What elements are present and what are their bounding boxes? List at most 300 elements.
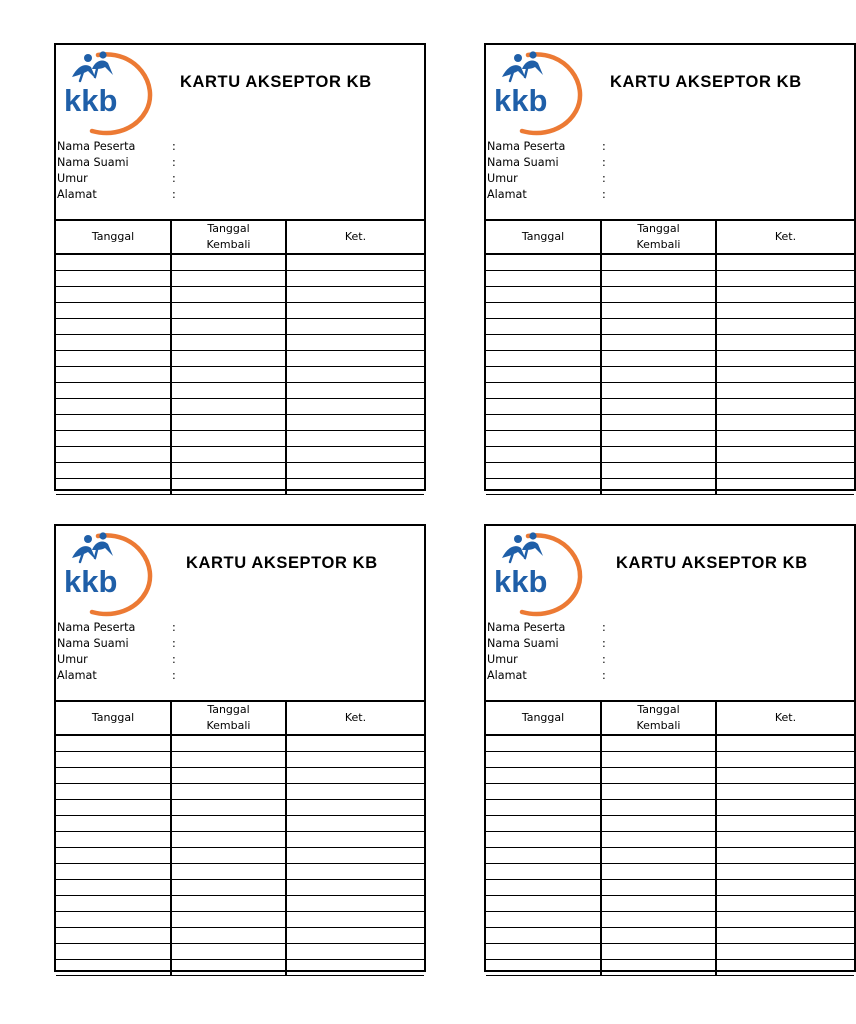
- table-row: [56, 415, 424, 431]
- cell-ket: [716, 735, 854, 752]
- cell-ket: [716, 912, 854, 928]
- table-row: [486, 848, 854, 864]
- cell-tanggal-kembali: [601, 463, 716, 479]
- cell-tanggal-kembali: [601, 848, 716, 864]
- field-colon: :: [172, 637, 176, 650]
- table-row: [486, 960, 854, 976]
- field-colon: :: [172, 188, 176, 201]
- kb-acceptor-card: [54, 524, 426, 972]
- table-row: [56, 768, 424, 784]
- cell-tanggal: [486, 399, 601, 415]
- cell-tanggal: [56, 463, 171, 479]
- kkb-logo-icon: [58, 47, 156, 137]
- cell-ket: [286, 735, 424, 752]
- field-row: [487, 155, 606, 171]
- cell-tanggal: [56, 880, 171, 896]
- table-row: [56, 864, 424, 880]
- header-tanggal: Tanggal: [486, 220, 601, 254]
- cell-ket: [716, 271, 854, 287]
- cell-ket: [716, 447, 854, 463]
- cell-ket: [286, 383, 424, 399]
- visit-log-table: [56, 700, 424, 976]
- header-tanggal-kembali: [601, 701, 716, 735]
- field-colon: :: [602, 156, 606, 169]
- cell-tanggal: [56, 367, 171, 383]
- field-colon: :: [172, 140, 176, 153]
- table-row: [486, 431, 854, 447]
- cell-tanggal: [56, 254, 171, 271]
- table-row: [486, 335, 854, 351]
- cell-tanggal-kembali: [171, 463, 286, 479]
- field-row: [57, 139, 176, 155]
- kkb-logo-icon: [488, 528, 586, 618]
- cell-ket: [716, 383, 854, 399]
- cell-tanggal-kembali: [601, 335, 716, 351]
- cell-ket: [716, 848, 854, 864]
- cell-tanggal: [56, 383, 171, 399]
- table-row: [56, 399, 424, 415]
- cell-tanggal: [56, 896, 171, 912]
- table-row: [486, 768, 854, 784]
- table-row: [486, 415, 854, 431]
- cell-tanggal-kembali: [171, 319, 286, 335]
- cell-tanggal-kembali: [601, 735, 716, 752]
- field-label: Nama Peserta: [57, 140, 136, 153]
- table-row: [486, 928, 854, 944]
- cell-tanggal: [56, 784, 171, 800]
- table-row: [56, 287, 424, 303]
- field-colon: :: [172, 172, 176, 185]
- logo-text: kkb: [64, 83, 118, 118]
- field-colon: :: [602, 653, 606, 666]
- cell-tanggal-kembali: [601, 351, 716, 367]
- cell-tanggal-kembali: [601, 287, 716, 303]
- visit-log-table: [486, 219, 854, 495]
- table-row: [56, 335, 424, 351]
- table-row: [56, 463, 424, 479]
- cell-tanggal-kembali: [171, 944, 286, 960]
- cell-tanggal-kembali: [601, 896, 716, 912]
- cell-tanggal: [486, 800, 601, 816]
- cell-tanggal: [486, 848, 601, 864]
- field-label: Nama Peserta: [487, 621, 566, 634]
- participant-fields: [487, 139, 606, 203]
- table-header-row: [486, 701, 854, 735]
- header-line: Tanggal: [207, 222, 250, 235]
- header-tanggal-kembali: [171, 220, 286, 254]
- cell-tanggal-kembali: [601, 960, 716, 976]
- cell-tanggal: [56, 271, 171, 287]
- cell-tanggal-kembali: [601, 816, 716, 832]
- field-label: Nama Peserta: [487, 140, 566, 153]
- cell-tanggal: [56, 351, 171, 367]
- cell-tanggal: [486, 928, 601, 944]
- table-header-row: [56, 701, 424, 735]
- table-row: [486, 271, 854, 287]
- cell-tanggal: [56, 864, 171, 880]
- cell-ket: [716, 319, 854, 335]
- cell-tanggal-kembali: [171, 254, 286, 271]
- table-row: [486, 479, 854, 495]
- table-row: [56, 944, 424, 960]
- cell-ket: [286, 431, 424, 447]
- cell-tanggal-kembali: [171, 896, 286, 912]
- table-row: [56, 383, 424, 399]
- cell-tanggal-kembali: [601, 303, 716, 319]
- header-line: Tanggal: [637, 703, 680, 716]
- cell-ket: [716, 944, 854, 960]
- table-row: [486, 351, 854, 367]
- cell-ket: [716, 752, 854, 768]
- field-row: [57, 171, 176, 187]
- field-colon: :: [172, 621, 176, 634]
- table-row: [486, 912, 854, 928]
- field-row: [487, 668, 606, 684]
- table-row: [486, 800, 854, 816]
- cell-ket: [716, 287, 854, 303]
- header-line: Kembali: [636, 719, 681, 732]
- table-row: [56, 816, 424, 832]
- cell-ket: [286, 319, 424, 335]
- field-row: [57, 636, 176, 652]
- participant-fields: [487, 620, 606, 684]
- cell-tanggal: [486, 944, 601, 960]
- table-row: [486, 463, 854, 479]
- cell-tanggal-kembali: [171, 399, 286, 415]
- cell-tanggal-kembali: [601, 431, 716, 447]
- cell-tanggal: [486, 287, 601, 303]
- cell-ket: [716, 816, 854, 832]
- header-ket: Ket.: [286, 220, 424, 254]
- cell-tanggal-kembali: [601, 752, 716, 768]
- cell-ket: [716, 928, 854, 944]
- field-label: Umur: [57, 172, 88, 185]
- table-row: [56, 752, 424, 768]
- field-colon: :: [172, 156, 176, 169]
- cell-tanggal-kembali: [171, 335, 286, 351]
- cell-tanggal-kembali: [601, 784, 716, 800]
- cell-tanggal: [56, 735, 171, 752]
- cell-tanggal: [56, 768, 171, 784]
- header-ket: Ket.: [286, 701, 424, 735]
- cell-tanggal-kembali: [601, 864, 716, 880]
- cell-ket: [286, 254, 424, 271]
- cell-ket: [716, 768, 854, 784]
- table-row: [56, 479, 424, 495]
- field-colon: :: [602, 172, 606, 185]
- table-row: [56, 351, 424, 367]
- cell-tanggal: [486, 752, 601, 768]
- cell-tanggal: [486, 960, 601, 976]
- cell-tanggal: [486, 880, 601, 896]
- table-row: [486, 254, 854, 271]
- cell-ket: [286, 479, 424, 495]
- table-row: [56, 431, 424, 447]
- cell-ket: [286, 848, 424, 864]
- cell-tanggal: [56, 431, 171, 447]
- field-colon: :: [172, 653, 176, 666]
- table-row: [56, 960, 424, 976]
- table-row: [56, 832, 424, 848]
- cell-tanggal: [486, 735, 601, 752]
- cell-ket: [286, 752, 424, 768]
- table-row: [56, 800, 424, 816]
- cell-tanggal-kembali: [601, 832, 716, 848]
- cell-ket: [716, 351, 854, 367]
- cell-tanggal-kembali: [171, 912, 286, 928]
- cell-ket: [286, 463, 424, 479]
- cell-tanggal: [56, 816, 171, 832]
- cell-ket: [286, 271, 424, 287]
- field-row: [487, 139, 606, 155]
- field-row: [57, 652, 176, 668]
- cell-tanggal: [486, 912, 601, 928]
- cell-tanggal-kembali: [171, 351, 286, 367]
- visit-log-table: [56, 219, 424, 495]
- cell-tanggal-kembali: [171, 864, 286, 880]
- table-row: [486, 735, 854, 752]
- table-row: [56, 254, 424, 271]
- table-row: [56, 896, 424, 912]
- table-row: [486, 880, 854, 896]
- table-row: [486, 864, 854, 880]
- cell-tanggal-kembali: [171, 431, 286, 447]
- cell-tanggal: [486, 447, 601, 463]
- field-label: Alamat: [57, 669, 97, 682]
- cell-tanggal: [56, 928, 171, 944]
- table-row: [486, 303, 854, 319]
- cell-tanggal: [486, 479, 601, 495]
- table-row: [486, 752, 854, 768]
- cell-tanggal-kembali: [171, 367, 286, 383]
- cell-ket: [286, 303, 424, 319]
- cell-ket: [286, 800, 424, 816]
- field-label: Nama Suami: [57, 637, 129, 650]
- table-row: [56, 784, 424, 800]
- cell-tanggal: [486, 816, 601, 832]
- header-tanggal: Tanggal: [56, 701, 171, 735]
- cell-ket: [716, 864, 854, 880]
- logo-text: kkb: [494, 83, 548, 118]
- cell-tanggal-kembali: [601, 768, 716, 784]
- card-title: KARTU AKSEPTOR KB: [610, 73, 802, 91]
- logo-text: kkb: [494, 564, 548, 599]
- cell-ket: [286, 880, 424, 896]
- cell-tanggal-kembali: [171, 303, 286, 319]
- visit-log-table: [486, 700, 854, 976]
- logo-text: kkb: [64, 564, 118, 599]
- table-row: [56, 848, 424, 864]
- cell-tanggal-kembali: [601, 254, 716, 271]
- cell-ket: [286, 944, 424, 960]
- field-label: Alamat: [487, 188, 527, 201]
- cell-tanggal: [56, 447, 171, 463]
- field-label: Nama Peserta: [57, 621, 136, 634]
- cell-tanggal-kembali: [171, 447, 286, 463]
- cell-ket: [286, 832, 424, 848]
- header-tanggal: Tanggal: [56, 220, 171, 254]
- field-row: [487, 620, 606, 636]
- cell-ket: [716, 880, 854, 896]
- cell-tanggal-kembali: [171, 784, 286, 800]
- cell-tanggal: [486, 303, 601, 319]
- cell-tanggal: [486, 335, 601, 351]
- cell-tanggal-kembali: [171, 735, 286, 752]
- header-ket: Ket.: [716, 701, 854, 735]
- cell-tanggal-kembali: [601, 367, 716, 383]
- cell-tanggal: [56, 415, 171, 431]
- cell-ket: [716, 431, 854, 447]
- table-row: [486, 447, 854, 463]
- cell-ket: [716, 335, 854, 351]
- cell-ket: [286, 447, 424, 463]
- cell-ket: [716, 303, 854, 319]
- field-label: Umur: [487, 172, 518, 185]
- table-header-row: [56, 220, 424, 254]
- cell-tanggal: [486, 415, 601, 431]
- cell-tanggal: [56, 335, 171, 351]
- kb-acceptor-card: [484, 43, 856, 491]
- cell-ket: [286, 415, 424, 431]
- cell-tanggal-kembali: [171, 479, 286, 495]
- table-row: [486, 367, 854, 383]
- table-row: [486, 319, 854, 335]
- cell-tanggal: [486, 367, 601, 383]
- cell-ket: [286, 399, 424, 415]
- header-line: Kembali: [206, 238, 251, 251]
- field-row: [487, 652, 606, 668]
- cell-tanggal-kembali: [171, 287, 286, 303]
- cell-tanggal-kembali: [601, 912, 716, 928]
- cell-ket: [716, 960, 854, 976]
- field-label: Umur: [57, 653, 88, 666]
- cell-tanggal: [486, 351, 601, 367]
- field-row: [57, 620, 176, 636]
- cell-tanggal: [486, 271, 601, 287]
- participant-fields: [57, 139, 176, 203]
- cell-tanggal-kembali: [171, 800, 286, 816]
- table-row: [56, 367, 424, 383]
- table-row: [486, 816, 854, 832]
- table-row: [56, 319, 424, 335]
- cell-tanggal-kembali: [601, 800, 716, 816]
- header-tanggal-kembali: [601, 220, 716, 254]
- field-label: Nama Suami: [487, 637, 559, 650]
- table-row: [486, 896, 854, 912]
- field-label: Umur: [487, 653, 518, 666]
- table-row: [56, 735, 424, 752]
- card-title: KARTU AKSEPTOR KB: [180, 73, 372, 91]
- cell-ket: [716, 479, 854, 495]
- cell-tanggal: [56, 848, 171, 864]
- cell-tanggal: [56, 752, 171, 768]
- cell-ket: [716, 415, 854, 431]
- cell-tanggal-kembali: [171, 768, 286, 784]
- cell-ket: [286, 351, 424, 367]
- table-row: [56, 271, 424, 287]
- field-label: Alamat: [57, 188, 97, 201]
- kkb-logo-icon: [488, 47, 586, 137]
- field-colon: :: [172, 669, 176, 682]
- cell-tanggal-kembali: [171, 960, 286, 976]
- cell-tanggal-kembali: [601, 415, 716, 431]
- cell-tanggal: [486, 463, 601, 479]
- field-row: [57, 155, 176, 171]
- cell-ket: [286, 864, 424, 880]
- field-row: [487, 636, 606, 652]
- cell-tanggal-kembali: [171, 928, 286, 944]
- table-row: [486, 832, 854, 848]
- cell-tanggal-kembali: [171, 880, 286, 896]
- cell-tanggal-kembali: [601, 271, 716, 287]
- table-header-row: [486, 220, 854, 254]
- cell-tanggal: [486, 832, 601, 848]
- cell-tanggal-kembali: [601, 399, 716, 415]
- kb-acceptor-card: [54, 43, 426, 491]
- cell-tanggal-kembali: [171, 383, 286, 399]
- table-row: [486, 287, 854, 303]
- cell-ket: [286, 287, 424, 303]
- field-label: Nama Suami: [487, 156, 559, 169]
- cell-ket: [716, 784, 854, 800]
- cell-tanggal: [486, 896, 601, 912]
- cell-tanggal: [56, 303, 171, 319]
- participant-fields: [57, 620, 176, 684]
- field-row: [57, 187, 176, 203]
- cell-tanggal: [486, 383, 601, 399]
- cell-tanggal-kembali: [601, 944, 716, 960]
- header-tanggal: Tanggal: [486, 701, 601, 735]
- card-title: KARTU AKSEPTOR KB: [186, 554, 378, 572]
- cell-ket: [716, 463, 854, 479]
- cell-tanggal-kembali: [601, 319, 716, 335]
- header-line: Tanggal: [207, 703, 250, 716]
- cell-ket: [286, 928, 424, 944]
- table-row: [486, 784, 854, 800]
- table-row: [56, 912, 424, 928]
- cell-tanggal: [486, 431, 601, 447]
- table-row: [486, 383, 854, 399]
- cell-tanggal: [486, 319, 601, 335]
- cell-ket: [286, 335, 424, 351]
- header-ket: Ket.: [716, 220, 854, 254]
- cell-tanggal: [56, 319, 171, 335]
- cell-tanggal-kembali: [601, 447, 716, 463]
- cell-ket: [286, 912, 424, 928]
- kkb-logo-icon: [58, 528, 156, 618]
- cell-tanggal: [56, 912, 171, 928]
- cell-tanggal: [56, 832, 171, 848]
- table-row: [56, 303, 424, 319]
- header-line: Kembali: [636, 238, 681, 251]
- cell-tanggal-kembali: [171, 832, 286, 848]
- cell-ket: [286, 768, 424, 784]
- field-label: Nama Suami: [57, 156, 129, 169]
- cell-ket: [286, 896, 424, 912]
- cell-tanggal: [56, 287, 171, 303]
- card-title: KARTU AKSEPTOR KB: [616, 554, 808, 572]
- field-colon: :: [602, 140, 606, 153]
- cell-tanggal-kembali: [601, 928, 716, 944]
- cell-ket: [716, 896, 854, 912]
- cell-tanggal: [56, 960, 171, 976]
- cell-ket: [716, 399, 854, 415]
- field-row: [57, 668, 176, 684]
- cell-tanggal-kembali: [171, 848, 286, 864]
- field-colon: :: [602, 669, 606, 682]
- cell-ket: [716, 832, 854, 848]
- cell-ket: [286, 784, 424, 800]
